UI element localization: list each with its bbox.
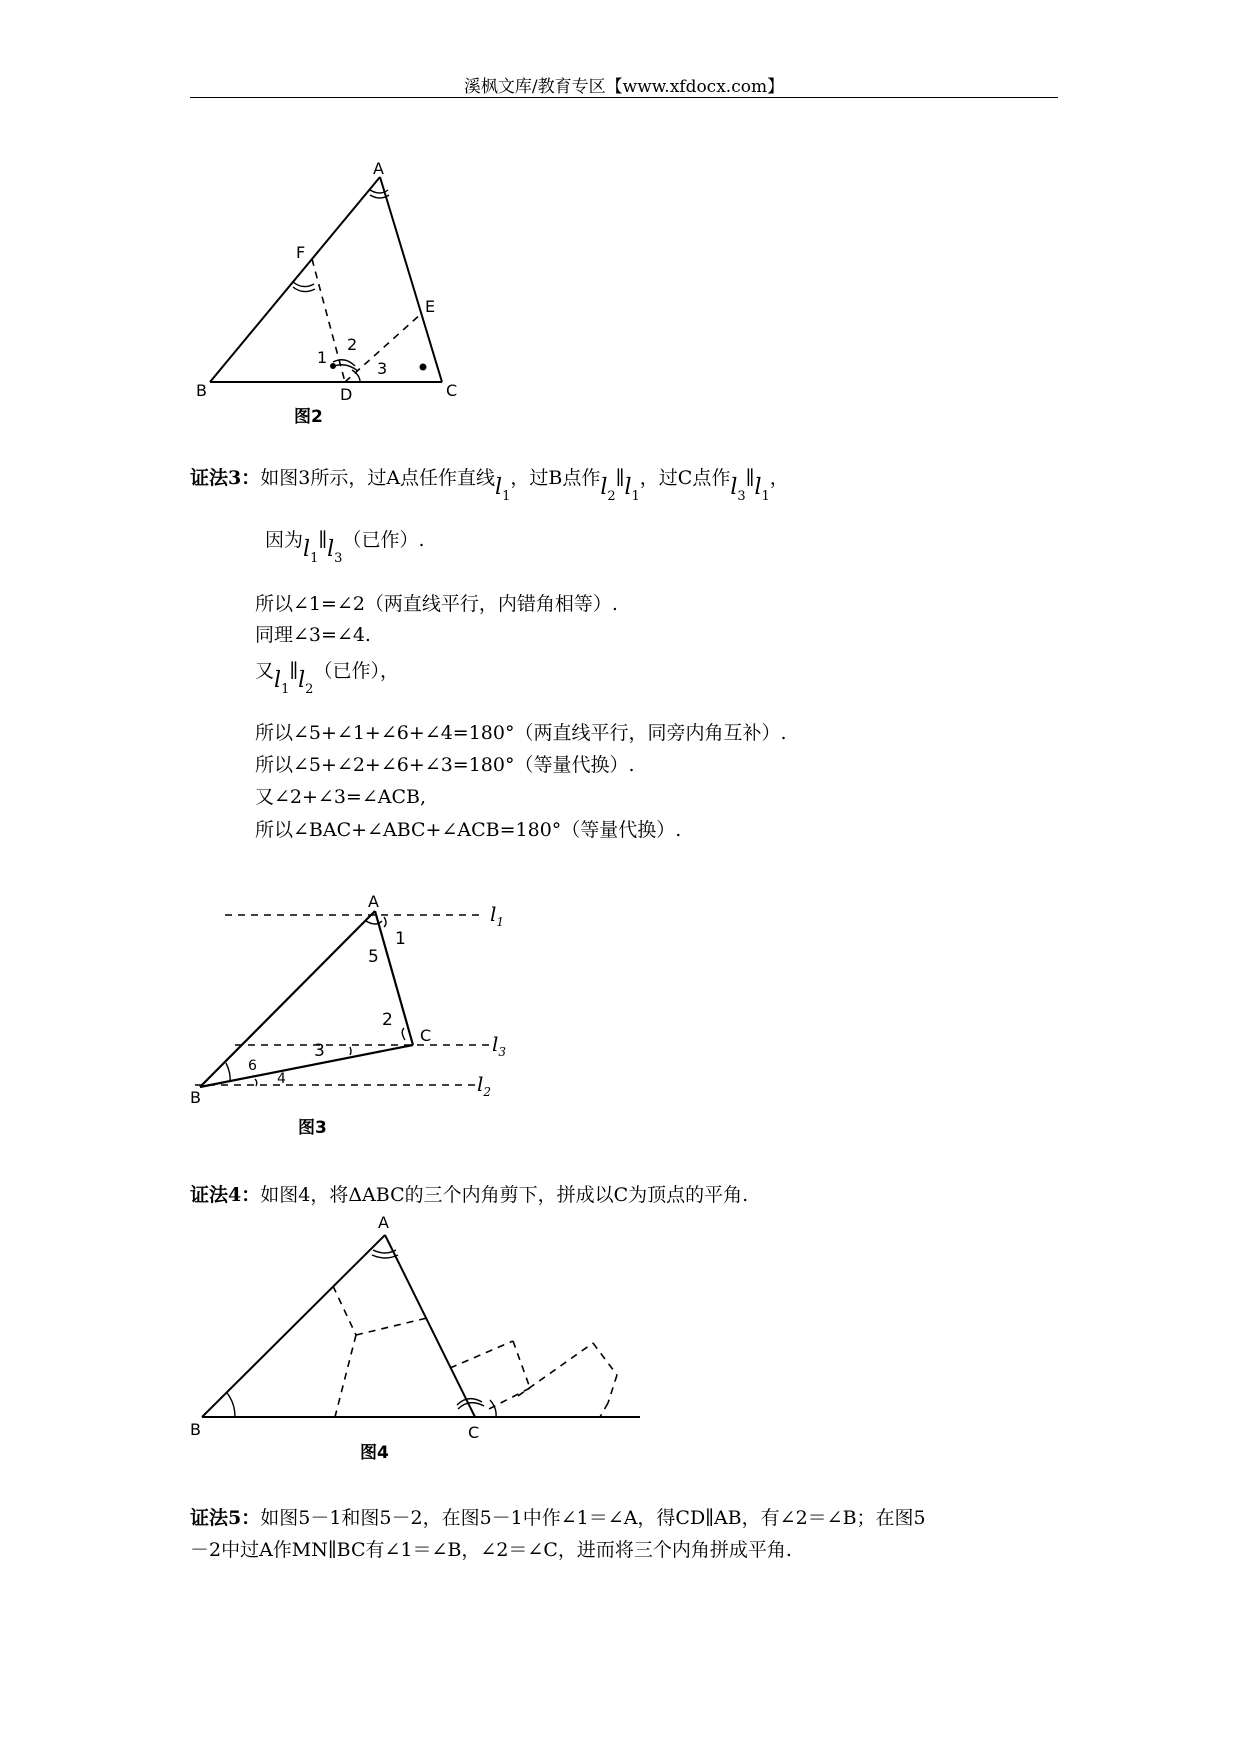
fig4-point-b: B [190, 1420, 201, 1439]
fig2-point-b: B [196, 381, 207, 400]
figure-2 [190, 160, 470, 440]
fig2-caption: 图2 [294, 407, 323, 427]
fig3-angle-1: 1 [395, 929, 406, 949]
fig3-angle-5: 5 [368, 947, 379, 967]
fig3-caption: 图3 [298, 1118, 327, 1138]
header-rule [190, 97, 1058, 98]
figure-4 [190, 1210, 650, 1470]
fig3-angle-2: 2 [382, 1010, 393, 1030]
fig3-angle-6: 6 [248, 1058, 257, 1074]
proof3-line2: 同理∠3=∠4. [255, 624, 371, 646]
proof4-text: 证法4：如图4，将ΔABC的三个内角剪下，拼成以C为顶点的平角. [190, 1184, 749, 1206]
fig3-point-b: B [190, 1088, 201, 1107]
proof3-line3: 又$l_1\parallel l_2$（已作）， [255, 660, 399, 697]
proof3-line6: 又∠2+∠3=∠ACB, [255, 786, 427, 808]
proof3-line4: 所以∠5+∠1+∠6+∠4=180°（两直线平行，同旁内角互补）. [255, 722, 787, 744]
fig2-point-a: A [373, 159, 384, 178]
fig3-line-l2: $l_2$ [477, 1072, 492, 1099]
fig4-caption: 图4 [360, 1443, 389, 1463]
fig3-point-a: A [368, 892, 379, 911]
proof5-line1: 证法5：如图5－1和图5－2，在图5－1中作∠1＝∠A，得CD∥AB，有∠2＝∠B；在图5 [190, 1507, 926, 1529]
fig2-point-d: D [340, 385, 353, 404]
fig2-point-c: C [446, 381, 458, 400]
fig2-point-e: E [425, 297, 436, 316]
proof3-line1: 所以∠1=∠2（两直线平行，内错角相等）. [255, 593, 618, 615]
proof3-line5: 所以∠5+∠2+∠6+∠3=180°（等量代换）. [255, 754, 635, 776]
fig2-point-f: F [296, 243, 306, 262]
proof3-because: 因为$l_1\parallel l_3$（已作）. [265, 529, 425, 566]
fig4-point-a: A [378, 1213, 389, 1232]
figure-3 [190, 885, 530, 1145]
fig3-angle-3: 3 [314, 1041, 325, 1061]
fig2-angle-1: 1 [317, 348, 328, 367]
fig3-angle-4: 4 [277, 1071, 286, 1087]
proof5-line2: －2中过A作MN∥BC有∠1＝∠B，∠2＝∠C，进而将三个内角拼成平角. [190, 1539, 792, 1561]
fig2-angle-3: 3 [377, 359, 388, 378]
fig3-line-l3: $l_3$ [492, 1032, 507, 1059]
fig3-line-l1: $l_1$ [490, 902, 505, 929]
proof3-line7: 所以∠BAC+∠ABC+∠ACB=180°（等量代换）. [255, 819, 682, 841]
proof3-intro: 证法3：如图3所示，过A点任作直线$l_1$，过B点作$l_2\parallel l_1$，过C点作$l_3\parallel l_1$， [190, 467, 789, 504]
page-header: 溪枫文库/教育专区【www.xfdocx.com】 [463, 77, 785, 97]
fig4-point-c: C [468, 1423, 480, 1442]
fig3-point-c: C [420, 1026, 432, 1045]
fig2-angle-2: 2 [347, 335, 358, 354]
